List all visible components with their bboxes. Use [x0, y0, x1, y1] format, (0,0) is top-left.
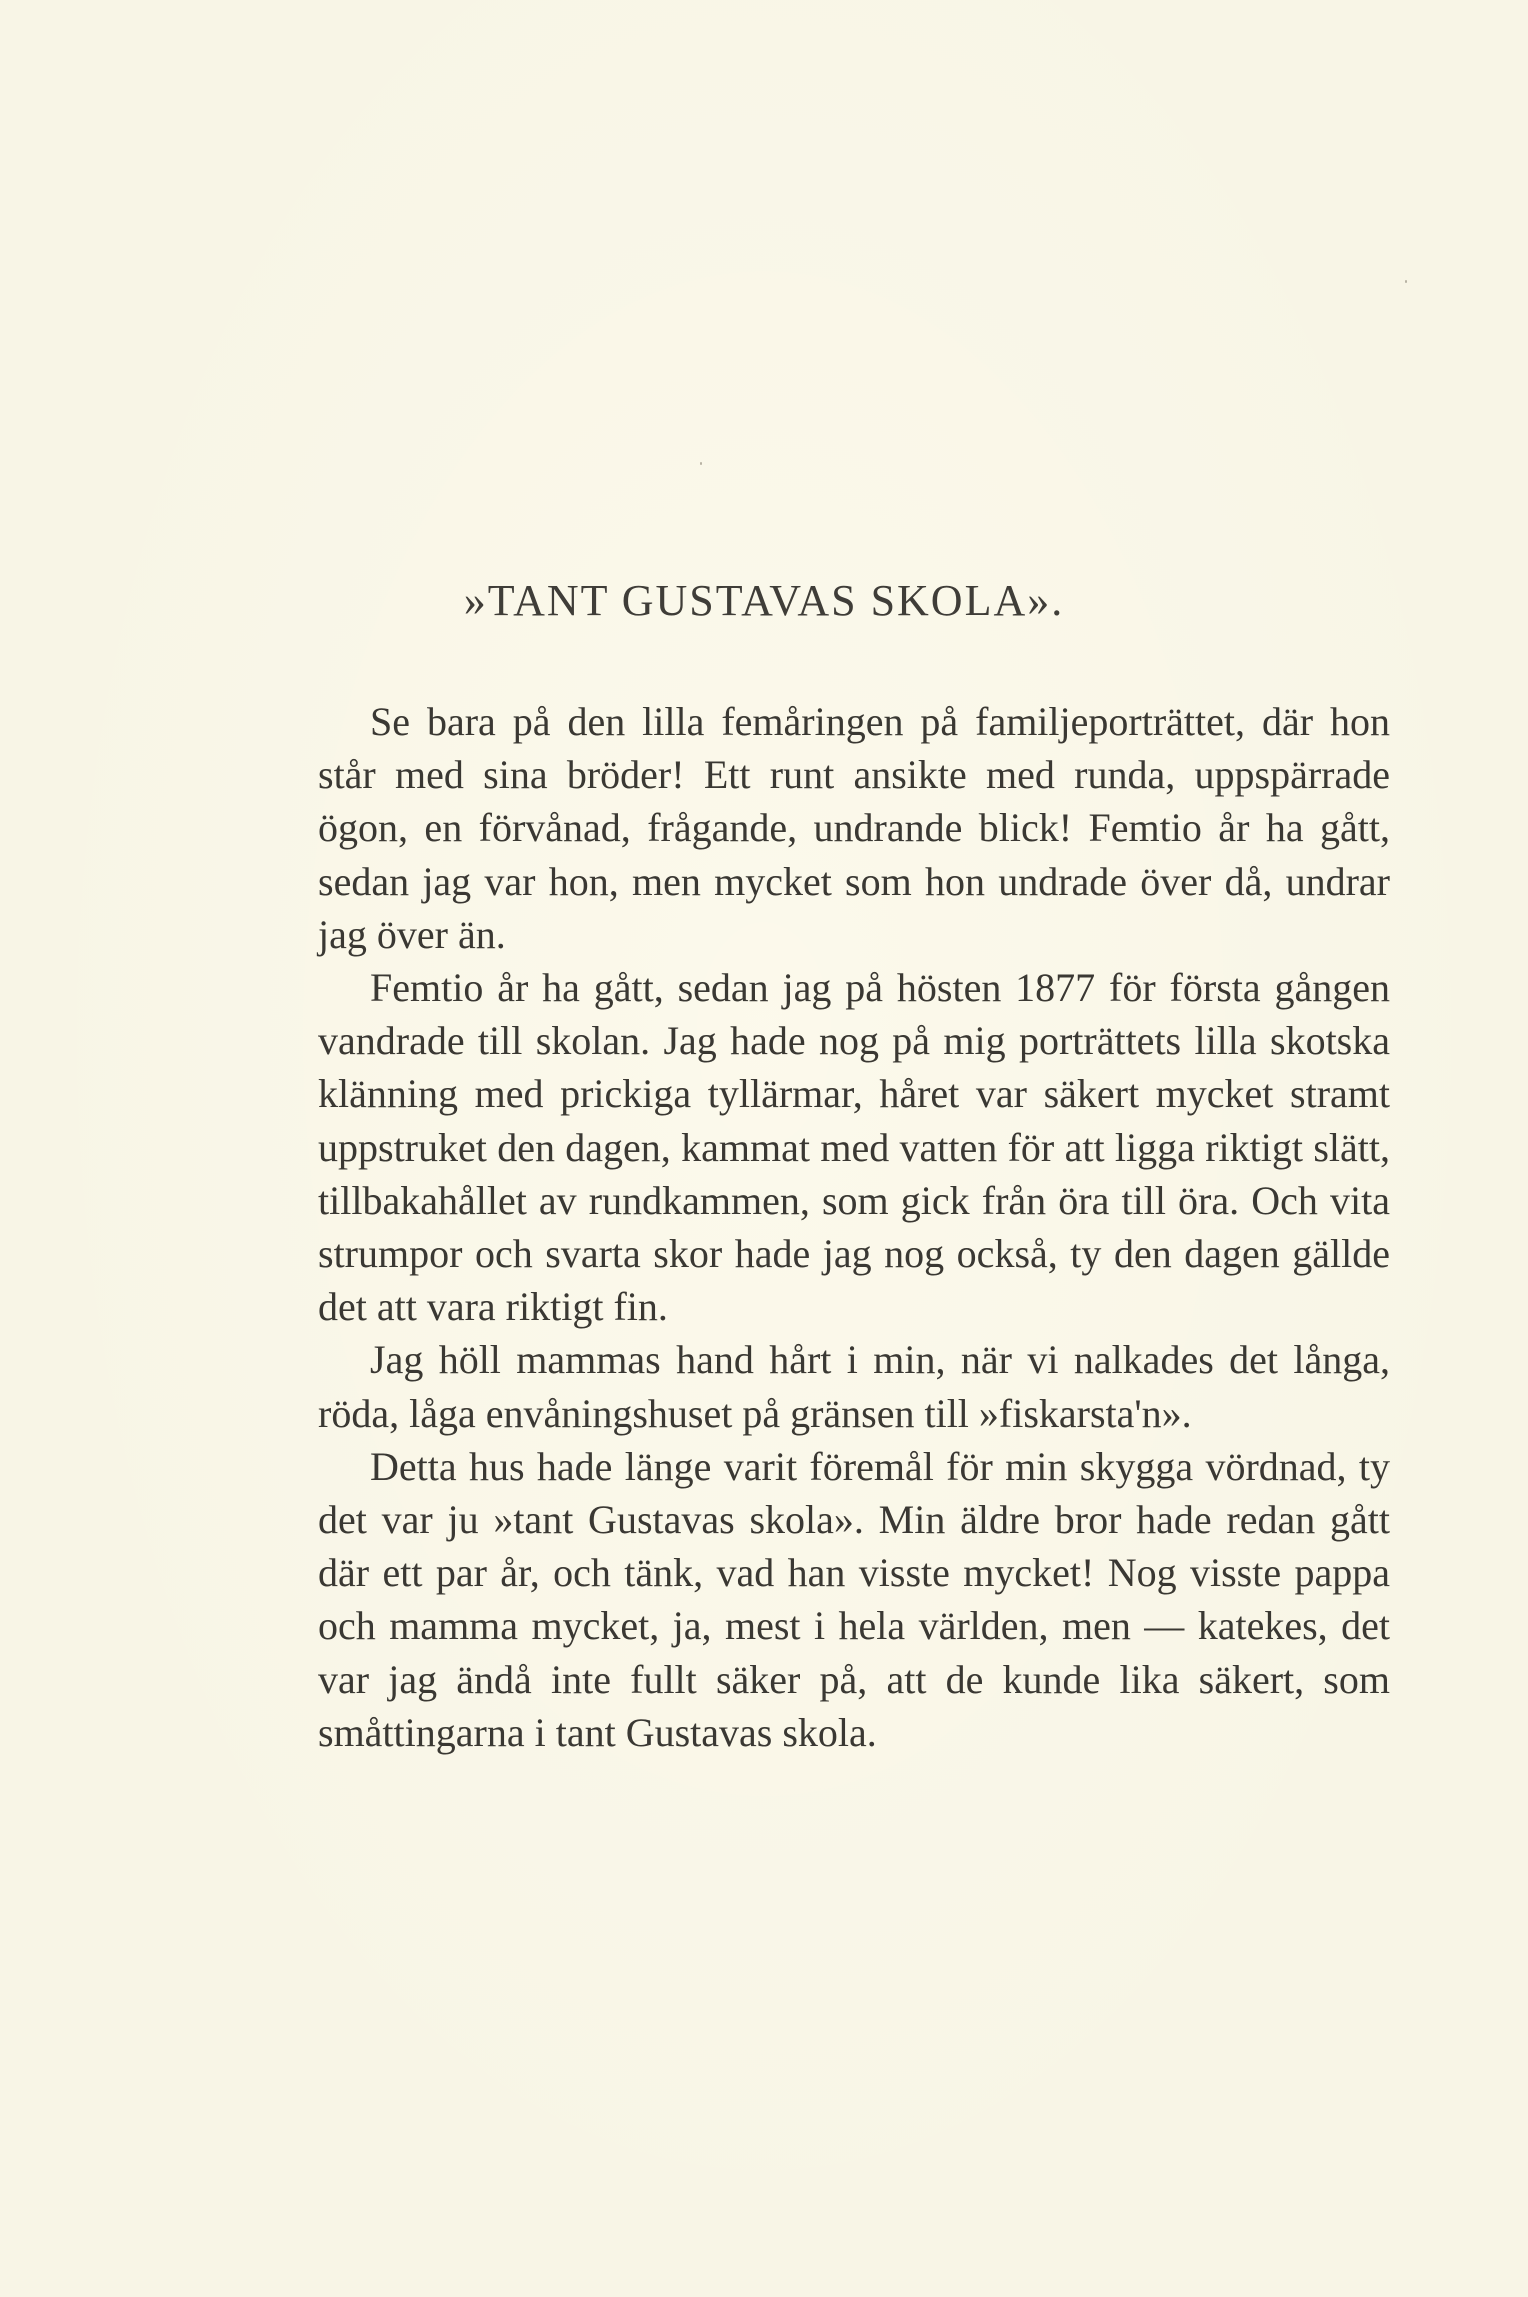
paper-speck [700, 462, 702, 465]
chapter-heading: »TANT GUSTAVAS SKOLA». [463, 576, 1065, 625]
paper-speck [1405, 280, 1407, 283]
body-text [318, 695, 1390, 1759]
paragraph: Se bara på den lilla femåringen på familjeporträttet, där hon står med sina bröder! Ett runt ansikte med runda, uppspärrade ögon, en förvånad, frågande, undrande blick! Femtio år ha gått, sedan jag var hon, men mycket som hon undrade över då, undrar jag över än. [318, 699, 1390, 957]
paragraph: Detta hus hade länge varit föremål för min skygga vördnad, ty det var ju »tant Gustavas skola». Min äldre bror hade redan gått där ett par år, och tänk, vad han visste mycket! Nog visste pappa och mamma mycket, ja, mest i hela världen, men — katekes, det var jag ändå inte fullt säker på, att de kunde lika säkert, som småttingarna i tant Gustavas skola. [318, 1443, 1390, 1755]
paragraph: Jag höll mammas hand hårt i min, när vi nalkades det långa, röda, låga envåningshuset på gränsen till »fiskarsta'n». [318, 1337, 1390, 1436]
paragraph: Femtio år ha gått, sedan jag på hösten 1877 för första gången vandrade till skolan. Jag hade nog på mig porträttets lilla skotska klänning med prickiga tyllärmar, håret var säkert mycket stramt uppstruket den dagen, kammat med vatten för att ligga riktigt slätt, tillbakahållet av rundkammen, som gick från öra till öra. Och vita strumpor och svarta skor hade jag nog också, ty den dagen gällde det att vara riktigt fin. [318, 965, 1390, 1330]
